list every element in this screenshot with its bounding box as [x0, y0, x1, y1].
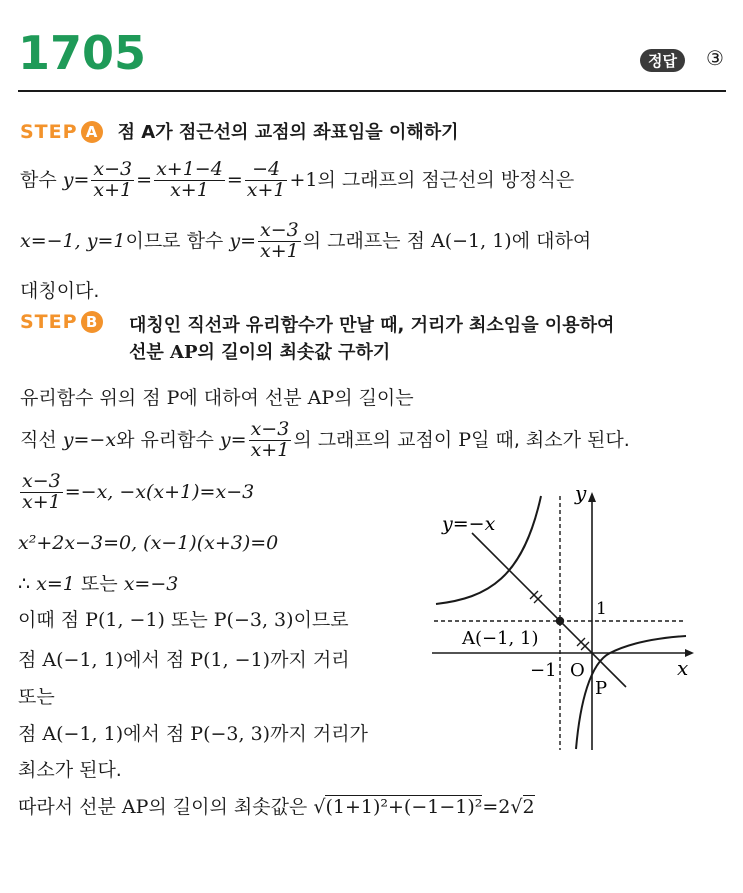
line-label: y=−x [442, 513, 496, 535]
origin-label: O [570, 660, 585, 681]
fraction [245, 160, 288, 201]
var-y: y [62, 168, 74, 191]
frac-num: x−3 [259, 219, 299, 241]
solution-2: x=−3 [123, 573, 179, 595]
asymptote-equations: x=−1, y=1 [20, 229, 126, 252]
equation-1 [18, 472, 254, 513]
equals: = [230, 428, 247, 451]
point-p2: P(−3, 3) [213, 609, 294, 631]
segment-ap: AP [121, 796, 149, 818]
sqrt-sign: √ [313, 796, 326, 818]
frac-den: x+1 [250, 438, 290, 461]
equals: = [73, 168, 90, 191]
minimum-line: 최소가 된다. [18, 759, 122, 781]
step-a-line1 [20, 160, 574, 201]
sqrt-radicand: 2 [522, 796, 535, 818]
point-a: A(−1, 1) [430, 229, 512, 252]
text: 유리함수 위의 점 [20, 387, 161, 409]
y-axis-arrow [588, 492, 596, 502]
plus-one: +1 [289, 168, 318, 191]
segment-ap: AP [307, 387, 335, 409]
header-rule [18, 90, 726, 92]
text: 점 [18, 649, 37, 671]
point-p-label: P [595, 678, 608, 699]
text: 와 유리함수 [116, 428, 214, 451]
answer-badge: 정답 [640, 49, 685, 72]
step-b-heading [20, 311, 103, 333]
equals: = [136, 168, 153, 191]
frac-den: x+1 [259, 239, 299, 262]
text: 점 [18, 723, 37, 745]
fraction [249, 420, 292, 461]
fraction [91, 160, 134, 201]
text: 에 대하여 선분 [179, 387, 302, 409]
point-p2: P(−3, 3) [190, 723, 271, 745]
text: 이므로 [293, 609, 349, 631]
var-y: y [219, 428, 231, 451]
line-equation: y=−x [62, 428, 117, 451]
step-a-line2 [20, 221, 591, 262]
tick-one: 1 [596, 599, 607, 619]
answer-value: ③ [706, 46, 724, 70]
point-a: A(−1, 1) [42, 723, 124, 745]
point-p1: P(1, −1) [85, 609, 165, 631]
solution-1: x=1 [36, 573, 75, 595]
step-a-heading [20, 118, 459, 144]
text: 또는 [171, 609, 208, 631]
frac-den: x+1 [93, 178, 133, 201]
hyperbola-graph [428, 478, 703, 758]
tick-minus-one: −1 [530, 660, 557, 681]
point-p: P [458, 428, 472, 451]
text: 이때 점 [18, 609, 80, 631]
sqrt-sign: √ [510, 796, 523, 818]
fraction [258, 221, 301, 262]
frac-den: x+1 [246, 178, 286, 201]
equals: = [226, 168, 243, 191]
point-p: P [166, 387, 180, 409]
text: 까지 거리가 [270, 723, 368, 745]
equals: = [240, 229, 256, 252]
step-a-letter: A [81, 121, 103, 143]
frac-num: x+1−4 [156, 158, 223, 180]
text: 에서 점 [123, 723, 185, 745]
fraction [20, 472, 63, 513]
point-a-label: A(−1, 1) [462, 628, 539, 649]
x-axis-label: x [677, 656, 689, 680]
text: 또는 [80, 573, 118, 595]
final-line [18, 792, 535, 819]
frac-num: −4 [252, 158, 281, 180]
frac-num: x−3 [250, 418, 290, 440]
text: 까지 거리 [270, 649, 350, 671]
final-equals: =2 [482, 796, 511, 818]
sqrt-radicand: (1+1)²+(−1−1)² [325, 796, 483, 818]
text: 에서 점 [123, 649, 185, 671]
point-p1: P(1, −1) [190, 649, 271, 671]
frac-num: x−3 [22, 470, 61, 492]
fraction [154, 160, 225, 201]
equation-3 [18, 569, 178, 596]
or-line: 또는 [18, 686, 55, 708]
text: 이므로 함수 [125, 229, 224, 252]
step-b-line1 [20, 383, 414, 410]
problem-number: 1705 [18, 26, 147, 80]
text: 일 때, 최소가 된다. [471, 428, 630, 451]
text: 함수 [20, 168, 57, 191]
text: 의 그래프의 점근선의 방정식은 [317, 168, 575, 191]
step-a-title: 점 A가 점근선의 교점의 좌표임을 이해하기 [117, 122, 459, 143]
distance-line-2 [18, 719, 368, 746]
text: 의 길이의 최솟값 구하기 [197, 342, 391, 363]
step-b-line2 [20, 420, 630, 461]
point-a: A(−1, 1) [42, 649, 124, 671]
equation-2: x²+2x−3=0, (x−1)(x+3)=0 [18, 532, 279, 554]
then-line [18, 605, 349, 632]
frac-den: x+1 [22, 490, 61, 513]
step-b-title [129, 312, 614, 366]
step-b-label: STEP [20, 311, 78, 333]
text: 에 대하여 [511, 229, 592, 252]
var-y: y [229, 229, 241, 252]
frac-den: x+1 [154, 180, 225, 201]
text: 따라서 선분 [18, 796, 116, 818]
frac-num: x−3 [93, 158, 133, 180]
text: 대칭이다. [20, 280, 100, 302]
text: 의 그래프는 점 [302, 229, 425, 252]
point-a-dot [556, 617, 564, 625]
therefore-symbol: ∴ [18, 573, 31, 595]
text: 의 길이는 [334, 387, 414, 409]
step-a-label: STEP [20, 121, 78, 143]
text: 의 그래프의 교점이 [293, 428, 453, 451]
step-b-title-line2 [129, 339, 614, 366]
equation-rest: =−x, −x(x+1)=x−3 [64, 480, 255, 503]
y-axis-label: y [575, 481, 587, 505]
step-b-letter: B [81, 311, 103, 333]
segment: 선분 AP [129, 342, 198, 363]
text: 의 길이의 최솟값은 [148, 796, 308, 818]
text: 직선 [20, 428, 57, 451]
distance-line-1 [18, 645, 350, 672]
step-b-title-line1: 대칭인 직선과 유리함수가 만날 때, 거리가 최소임을 이용하여 [129, 315, 615, 336]
step-a-line3 [20, 276, 99, 303]
